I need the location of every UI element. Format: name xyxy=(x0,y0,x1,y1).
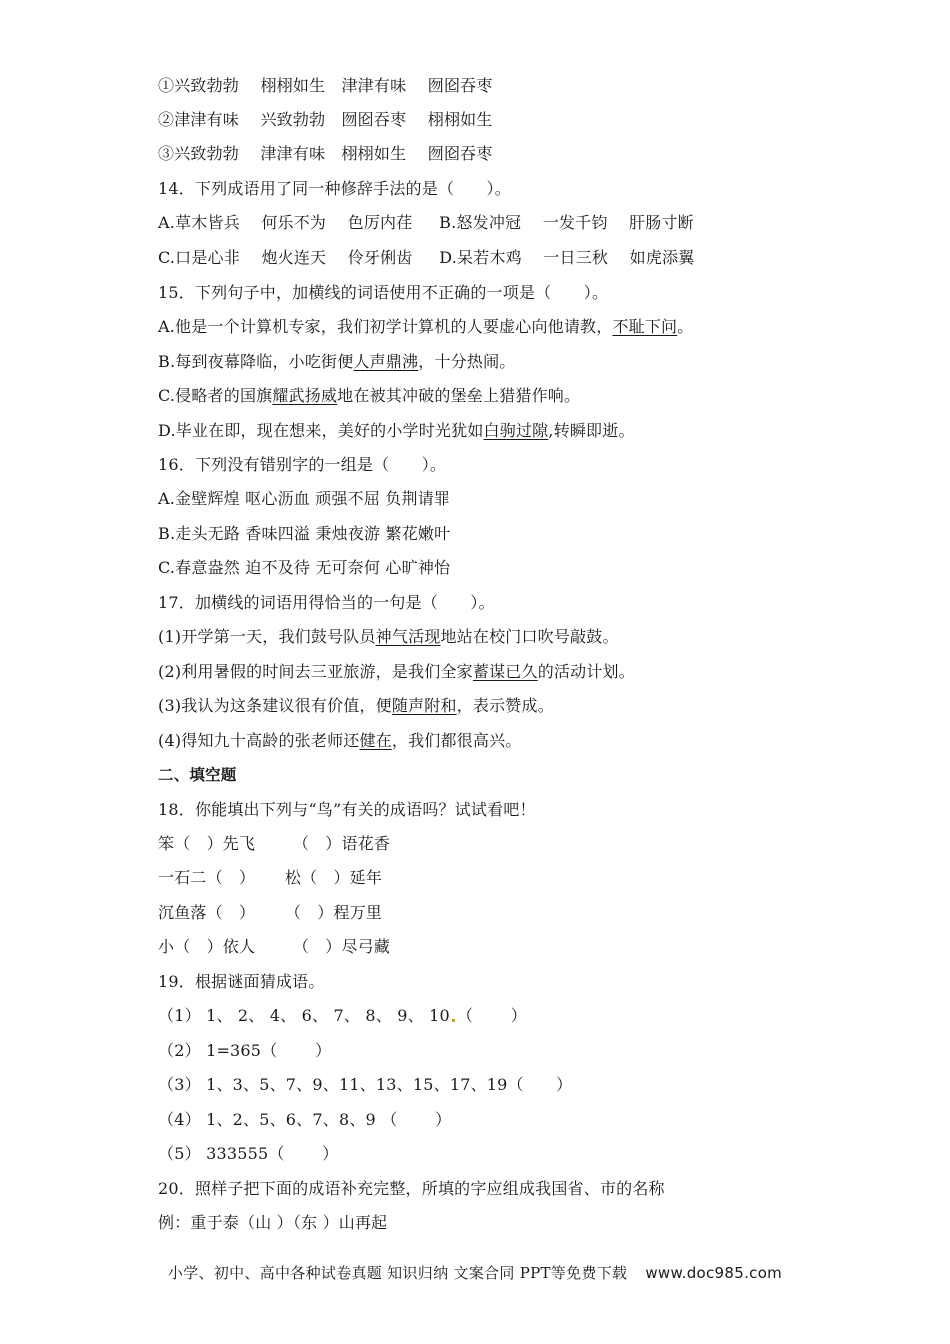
q15-a-text: A.他是一个计算机专家，我们初学计算机的人要虚心向他请教， xyxy=(158,317,613,336)
q18-stem: 18．你能填出下列与“鸟”有关的成语吗？试试看吧！ xyxy=(158,800,536,819)
q15-option-b xyxy=(158,347,515,377)
q13-option-1: ①兴致勃勃 栩栩如生 津津有味 囫囵吞枣 xyxy=(158,76,493,95)
q15-option-a xyxy=(158,312,693,342)
q14-stem: 14．下列成语用了同一种修辞手法的是（ ）。 xyxy=(158,179,511,198)
q17-s4-underlined: 健在 xyxy=(359,731,392,750)
q16-option-b: B.走头无路 香味四溢 秉烛夜游 繁花嫩叶 xyxy=(158,524,451,543)
dot-mark xyxy=(452,1019,455,1022)
q19-item-1-blank: （ ） xyxy=(456,1006,527,1025)
q15-a-end: 。 xyxy=(677,317,694,336)
footer-site-link[interactable]: www.doc985.com xyxy=(645,1264,783,1282)
q15-d-end: ,转瞬即逝。 xyxy=(548,421,635,440)
section-heading-fill-in: 二、填空题 xyxy=(158,766,237,784)
q19-item-2: （2） 1=365（ ） xyxy=(158,1041,332,1060)
page-footer xyxy=(0,1262,950,1283)
q15-c-end: 地在被其冲破的堡垒上猎猎作响。 xyxy=(337,386,581,405)
q20-stem: 20．照样子把下面的成语补充完整，所填的字应组成我国省、市的名称 xyxy=(158,1179,665,1198)
q17-s3-underlined: 随声附和 xyxy=(391,696,457,715)
q17-s4-end: ，我们都很高兴。 xyxy=(391,731,522,750)
q19-item-1-riddle: （1） 1、 2、 4、 6、 7、 8、 9、 10 xyxy=(158,1006,450,1025)
q15-d-underlined: 白驹过隙 xyxy=(483,421,549,440)
q18-row-1: 笨（ ）先飞 （ ）语花香 xyxy=(158,834,391,853)
q15-b-end: ，十分热闹。 xyxy=(418,352,516,371)
q17-stem: 17．加横线的词语用得恰当的一句是（ ）。 xyxy=(158,593,495,612)
q15-b-text: B.每到夜幕降临，小吃街便 xyxy=(158,352,354,371)
q20-example: 例：重于泰（山 ）（东 ）山再起 xyxy=(158,1213,388,1232)
q16-option-c: C.春意盎然 迫不及待 无可奈何 心旷神怡 xyxy=(158,558,451,577)
q17-s1-underlined: 神气活现 xyxy=(375,627,441,646)
q14-options-row-2: C.口是心非 炮火连天 伶牙俐齿 D.呆若木鸡 一日三秋 如虎添翼 xyxy=(158,248,695,267)
q15-option-d xyxy=(158,416,635,446)
q17-s2-text: (2)利用暑假的时间去三亚旅游，是我们全家 xyxy=(158,662,473,681)
q15-b-underlined: 人声鼎沸 xyxy=(353,352,419,371)
q15-stem: 15．下列句子中，加横线的词语使用不正确的一项是（ ）。 xyxy=(158,283,609,302)
q15-a-underlined: 不耻下问 xyxy=(612,317,678,336)
q17-sentence-4 xyxy=(158,726,521,756)
q13-option-2: ②津津有味 兴致勃勃 囫囵吞枣 栩栩如生 xyxy=(158,110,493,129)
q17-s2-underlined: 蓄谋已久 xyxy=(472,662,538,681)
q18-row-4: 小（ ）依人 （ ）尽弓藏 xyxy=(158,937,391,956)
q15-d-text: D.毕业在即，现在想来，美好的小学时光犹如 xyxy=(158,421,484,440)
q15-option-c xyxy=(158,381,580,411)
footer-text: 小学、初中、高中各种试卷真题 知识归纳 文案合同 PPT等免费下载 xyxy=(167,1264,628,1282)
q19-item-5: （5） 333555（ ） xyxy=(158,1144,339,1163)
q19-item-1 xyxy=(158,1001,527,1031)
q16-option-a: A.金壁辉煌 呕心沥血 顽强不屈 负荆请罪 xyxy=(158,489,451,508)
q14-options-row-1: A.草木皆兵 何乐不为 色厉内荏 B.怒发冲冠 一发千钧 肝肠寸断 xyxy=(158,213,694,232)
q18-row-2: 一石二（ ） 松（ ）延年 xyxy=(158,868,383,887)
q17-sentence-1 xyxy=(158,622,619,652)
q19-item-4: （4） 1、2、5、6、7、8、9 （ ） xyxy=(158,1110,452,1129)
q16-stem: 16．下列没有错别字的一组是（ ）。 xyxy=(158,455,447,474)
q15-c-text: C.侵略者的国旗 xyxy=(158,386,273,405)
q17-sentence-2 xyxy=(158,657,635,687)
q19-stem: 19．根据谜面猜成语。 xyxy=(158,972,325,991)
q19-item-3: （3） 1、3、5、7、9、11、13、15、17、19（ ） xyxy=(158,1075,573,1094)
q13-option-3: ③兴致勃勃 津津有味 栩栩如生 囫囵吞枣 xyxy=(158,144,493,163)
q17-s1-end: 地站在校门口吹号敲鼓。 xyxy=(440,627,619,646)
q18-row-3: 沉鱼落（ ） （ ）程万里 xyxy=(158,903,383,922)
q17-sentence-3 xyxy=(158,691,554,721)
q17-s3-text: (3)我认为这条建议很有价值，便 xyxy=(158,696,392,715)
q17-s1-text: (1)开学第一天，我们鼓号队员 xyxy=(158,627,376,646)
q17-s4-text: (4)得知九十高龄的张老师还 xyxy=(158,731,360,750)
q15-c-underlined: 耀武扬威 xyxy=(272,386,338,405)
q17-s3-end: ，表示赞成。 xyxy=(456,696,554,715)
q17-s2-end: 的活动计划。 xyxy=(537,662,635,681)
